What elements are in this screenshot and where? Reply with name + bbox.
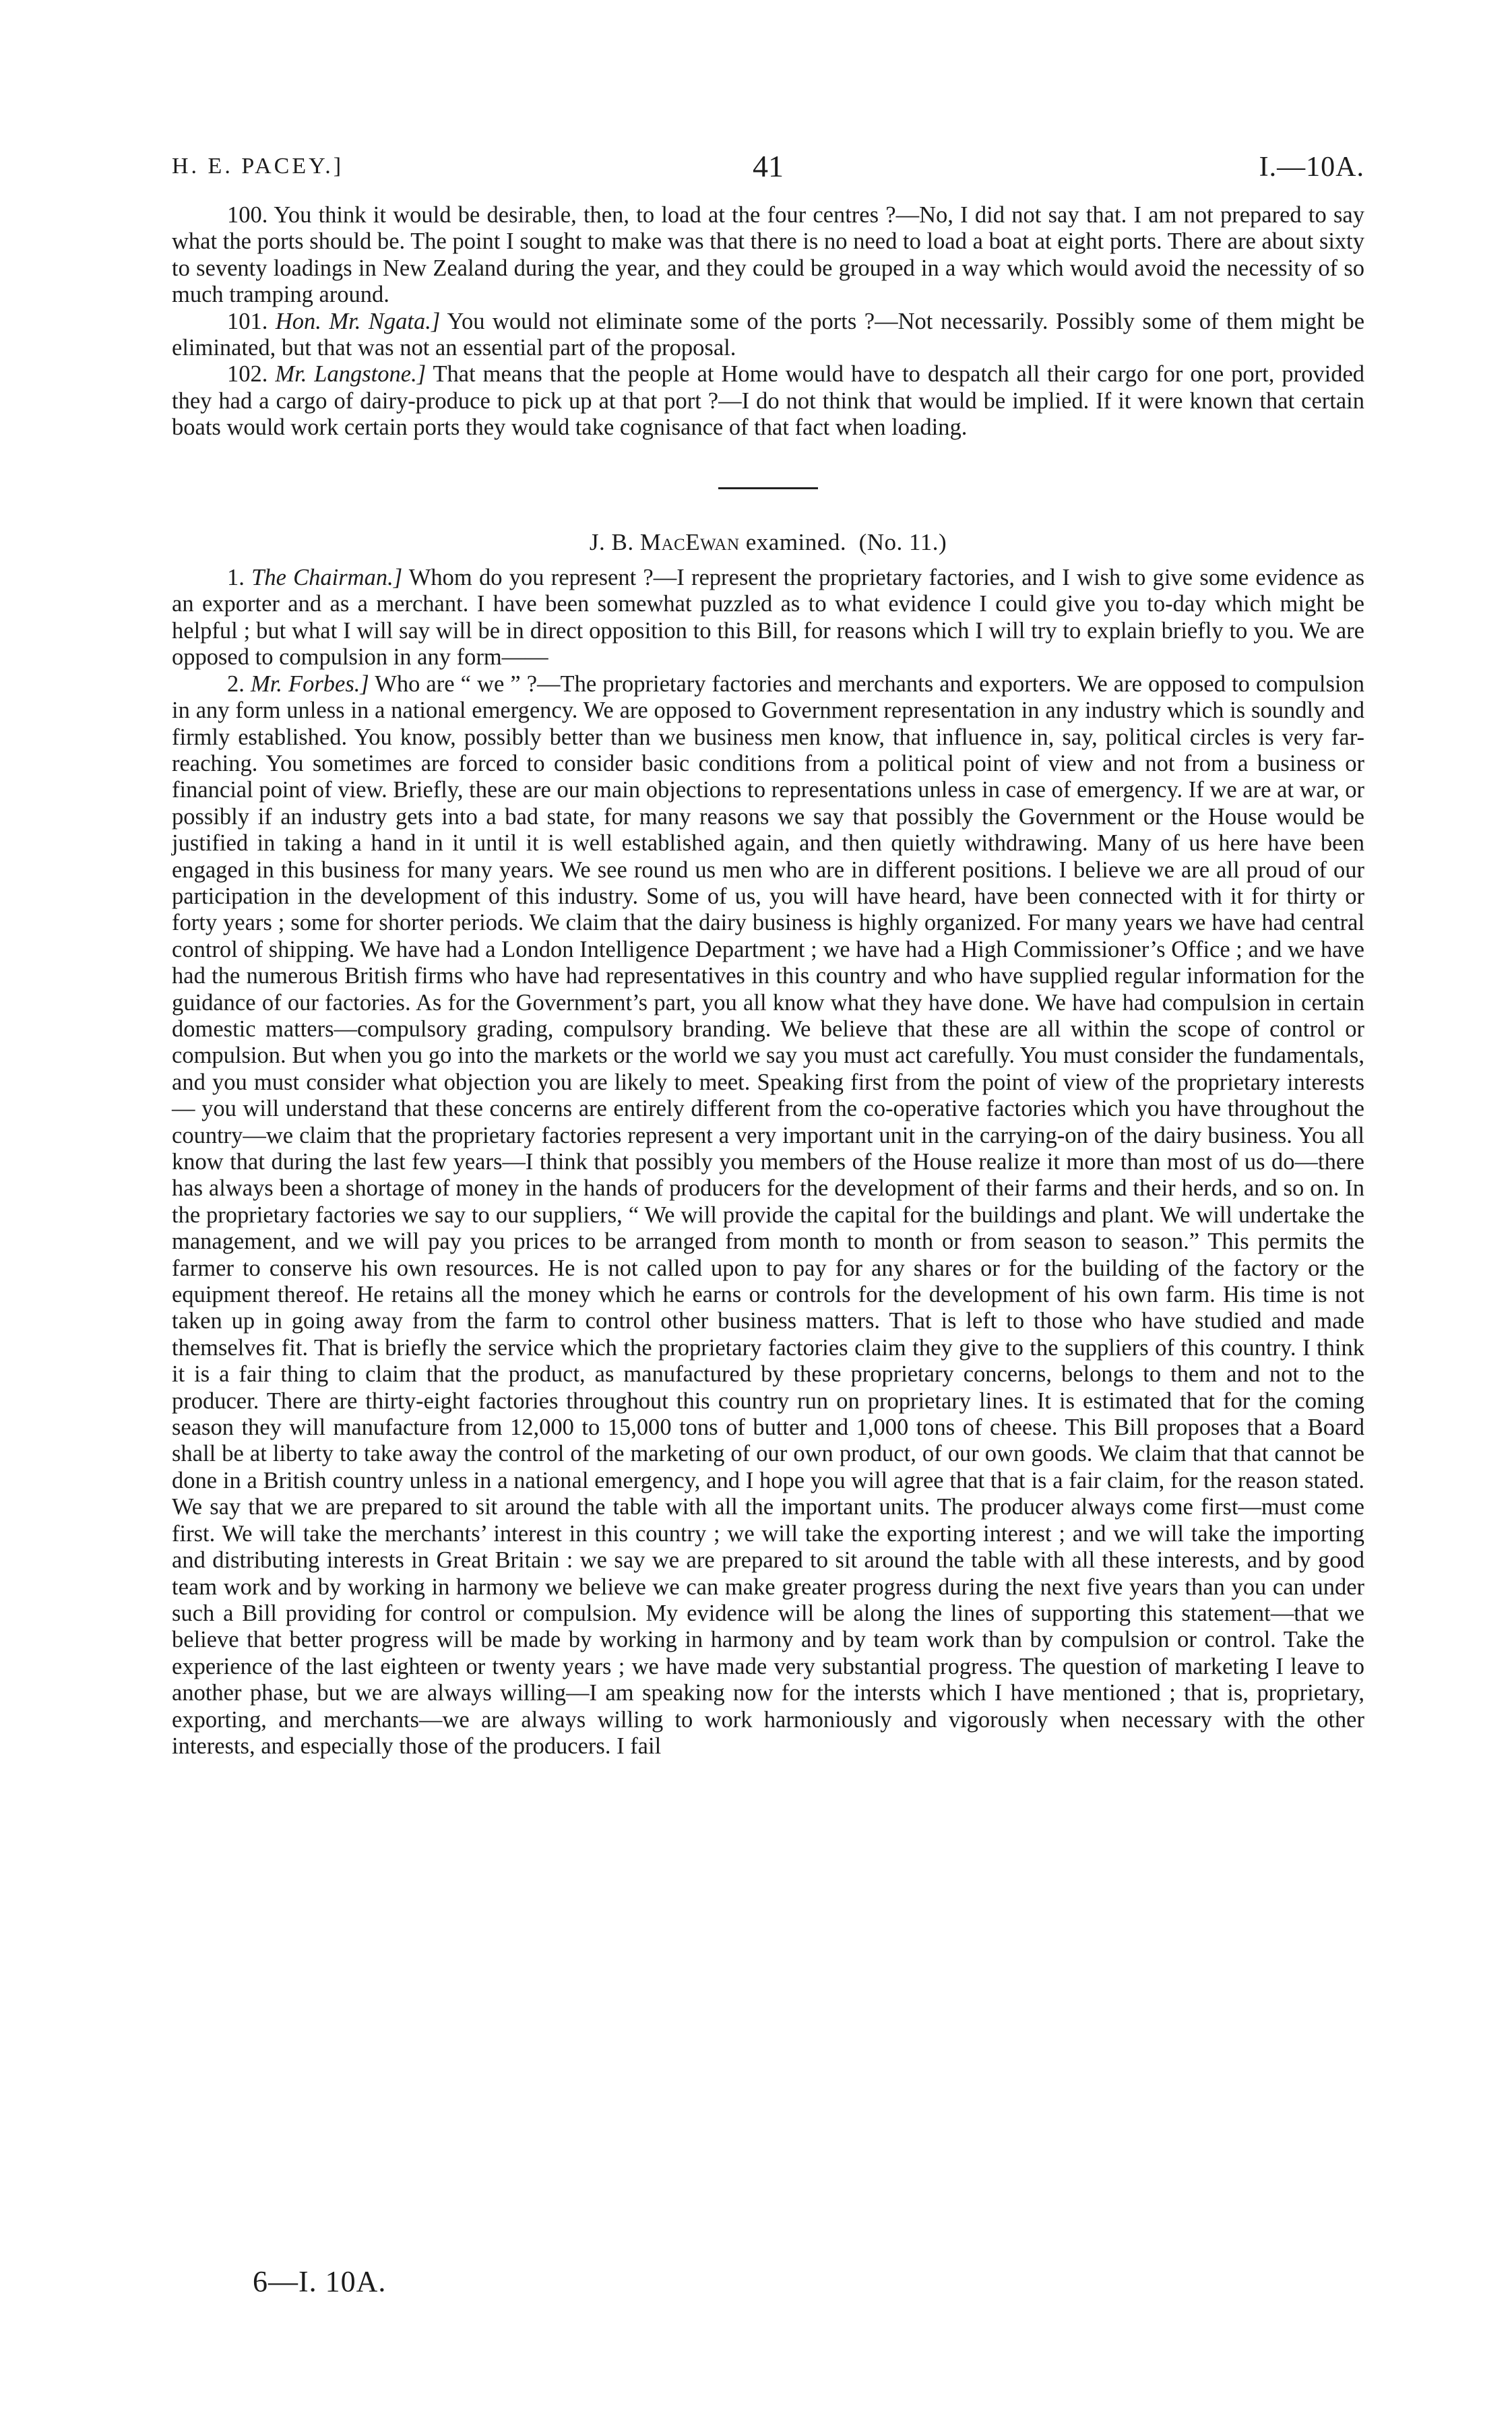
question-paragraph	[172, 671, 1364, 1760]
section-heading	[172, 529, 1364, 555]
paragraph-text: That means that the people at Home would have to despatch all their cargo for one port, provided they had a cargo of dairy-produce to pick up at that port ?—I do not think that would be implied. If it were known that certain boats would work certain ports they would take cognisance of that fact when loading.	[172, 361, 1365, 441]
page-footer-signature: 6—I. 10A.	[253, 2265, 387, 2298]
question-paragraph	[172, 361, 1364, 441]
witness-number: (No. 11.)	[858, 528, 947, 555]
examined-label: examined.	[745, 528, 847, 555]
header-witness-name: H. E. PACEY.]	[172, 154, 344, 179]
question-number: 2.	[227, 671, 245, 697]
speaker-name: Mr. Langstone.]	[275, 361, 427, 387]
speaker-name: Hon. Mr. Ngata.]	[275, 308, 441, 334]
question-number: 1.	[227, 565, 245, 591]
paragraph-text: Who are “ we ” ?—The proprietary factories and merchants and exporters. We are opposed to compulsion in any form unless in a national emergency. We are opposed to Government representation in any industry which is soundly and firmly established. You know, possibly better than we business men know, that influence in, say, political circles is very far-reaching. You sometimes are forced to consider basic conditions from a political point of view and not from a business or financial point of view. Briefly, these are our main objections to representations unless in case of emergency. If we are at war, or possibly if an industry gets into a bad state, for many reasons we say that possibly the Government or the House would be justified in taking a hand in it until it is well established again, and then quietly withdrawing. Many of us here have been engaged in this business for many years. We see round us men who are in different positions. I believe we are all proud of our participation in the development of this industry. Some of us, you will have heard, have been connected with it for thirty or forty years ; some for shorter periods. We claim that the dairy business is highly organized. For many years we have had central control of shipping. We have had a London Intelligence Department ; we have had a High Commissioner’s Office ; and we have had the numerous British firms who have had representatives in this country and who have supplied regular information for the guidance of our factories. As for the Government’s part, you all know what they have done. We have had compulsion in certain domestic matters—compulsory grading, compulsory branding. We believe that these are all within the scope of control or compulsion. But when you go into the markets or the world we say you must act carefully. You must consider the fundamentals, and you must consider what objection you are likely to meet. Speaking first from the point of view of the proprietary interests — you will understand that these concerns are entirely different from the co-operative factories which you have throughout the country—we claim that the proprietary factories represent a very important unit in the carrying-on of the dairy business. You all know that during the last few years—I think that possibly you members of the House realize it more than most of us do—there has always been a shortage of money in the hands of producers for the development of their farms and their herds, and so on. In the proprietary factories we say to our suppliers, “ We will provide the capital for the buildings and plant. We will undertake the management, and we will pay you prices to be arranged from month to month or from season to season.” This permits the farmer to conserve his own resources. He is not called upon to pay for any shares or for the building of the factory or the equipment thereof. He retains all the money which he earns or controls for the development of his own farm. His time is not taken up in going away from the farm to control other business matters. That is left to those who have studied and made themselves fit. That is briefly the service which the proprietary factories claim they give to the suppliers of this country. I think it is a fair thing to claim that the product, as manufactured by these proprietary concerns, belongs to them and not to the producer. There are thirty-eight factories throughout this country run on proprietary lines. It is estimated that for the coming season they will manufacture from 12,000 to 15,000 tons of butter and 1,000 tons of cheese. This Bill proposes that a Board shall be at liberty to take away the control of the marketing of our own product, of our own goods. We claim that that cannot be done in a British country unless in a national emergency, and I hope you will agree that that is a fair claim, for the reason stated. We say that we are prepared to sit around the table with all the important units. The producer always come first—must come first. We will take the merchants’ interest in this country ; we will take the exporting interest ; and we will take the importing and distributing interests in Great Britain : we say we are prepared to sit around the table with all these interests, and by good team work and by working in harmony we believe we can make greater progress during the next five years than you can under such a Bill providing for control or compulsion. My evidence will be along the lines of supporting this statement—that we believe that better progress will be made by working in harmony and by team work than by compulsion or control. Take the experience of the last eighteen or twenty years ; we have made very substantial progress. The question of marketing I leave to another phase, but we are always willing—I am speaking now for the intersts which I have mentioned ; that is, proprietary, exporting, and merchants—we are always willing to work harmoniously and vigorously when necessary with the other interests, and especially those of the producers. I fail	[172, 671, 1364, 1759]
page-number: 41	[753, 149, 784, 183]
witness-surname: MacEwan	[639, 528, 740, 555]
page-header	[172, 148, 1364, 189]
question-paragraph	[172, 565, 1364, 671]
question-paragraph	[172, 202, 1364, 309]
question-number: 101.	[227, 308, 268, 334]
paragraph-text: 100. You think it would be desirable, then, to load at the four centres ?—No, I did not say that. I am not prepared to say what the ports should be. The point I sought to make was that there is no need to load a boat at eight ports. There are about sixty to seventy loadings in New Zealand during the year, and they could be grouped in a way which would avoid the necessity of so much tramping around.	[172, 202, 1364, 308]
paragraph-text: Whom do you represent ?—I represent the proprietary factories, and I wish to give some evidence as an exporter and as a merchant. I have been somewhat puzzled as to what evidence I could give you to-day which might be helpful ; but what I will say will be in direct opposition to this Bill, for reasons which I will try to explain briefly to you. We are opposed to compulsion in any form——	[172, 565, 1364, 671]
question-paragraph	[172, 309, 1364, 362]
witness-initials: J. B.	[589, 528, 634, 555]
speaker-name: Mr. Forbes.]	[250, 671, 369, 697]
question-number: 102.	[227, 361, 268, 387]
header-document-code: I.—10A.	[1259, 152, 1364, 183]
paragraph-text: You would not eliminate some of the ports ?—Not necessarily. Possibly some of them might be eliminated, but that was not an essential part of the proposal.	[172, 308, 1365, 361]
speaker-name: The Chairman.]	[251, 565, 403, 591]
document-body	[172, 202, 1364, 1760]
section-divider	[718, 487, 818, 489]
